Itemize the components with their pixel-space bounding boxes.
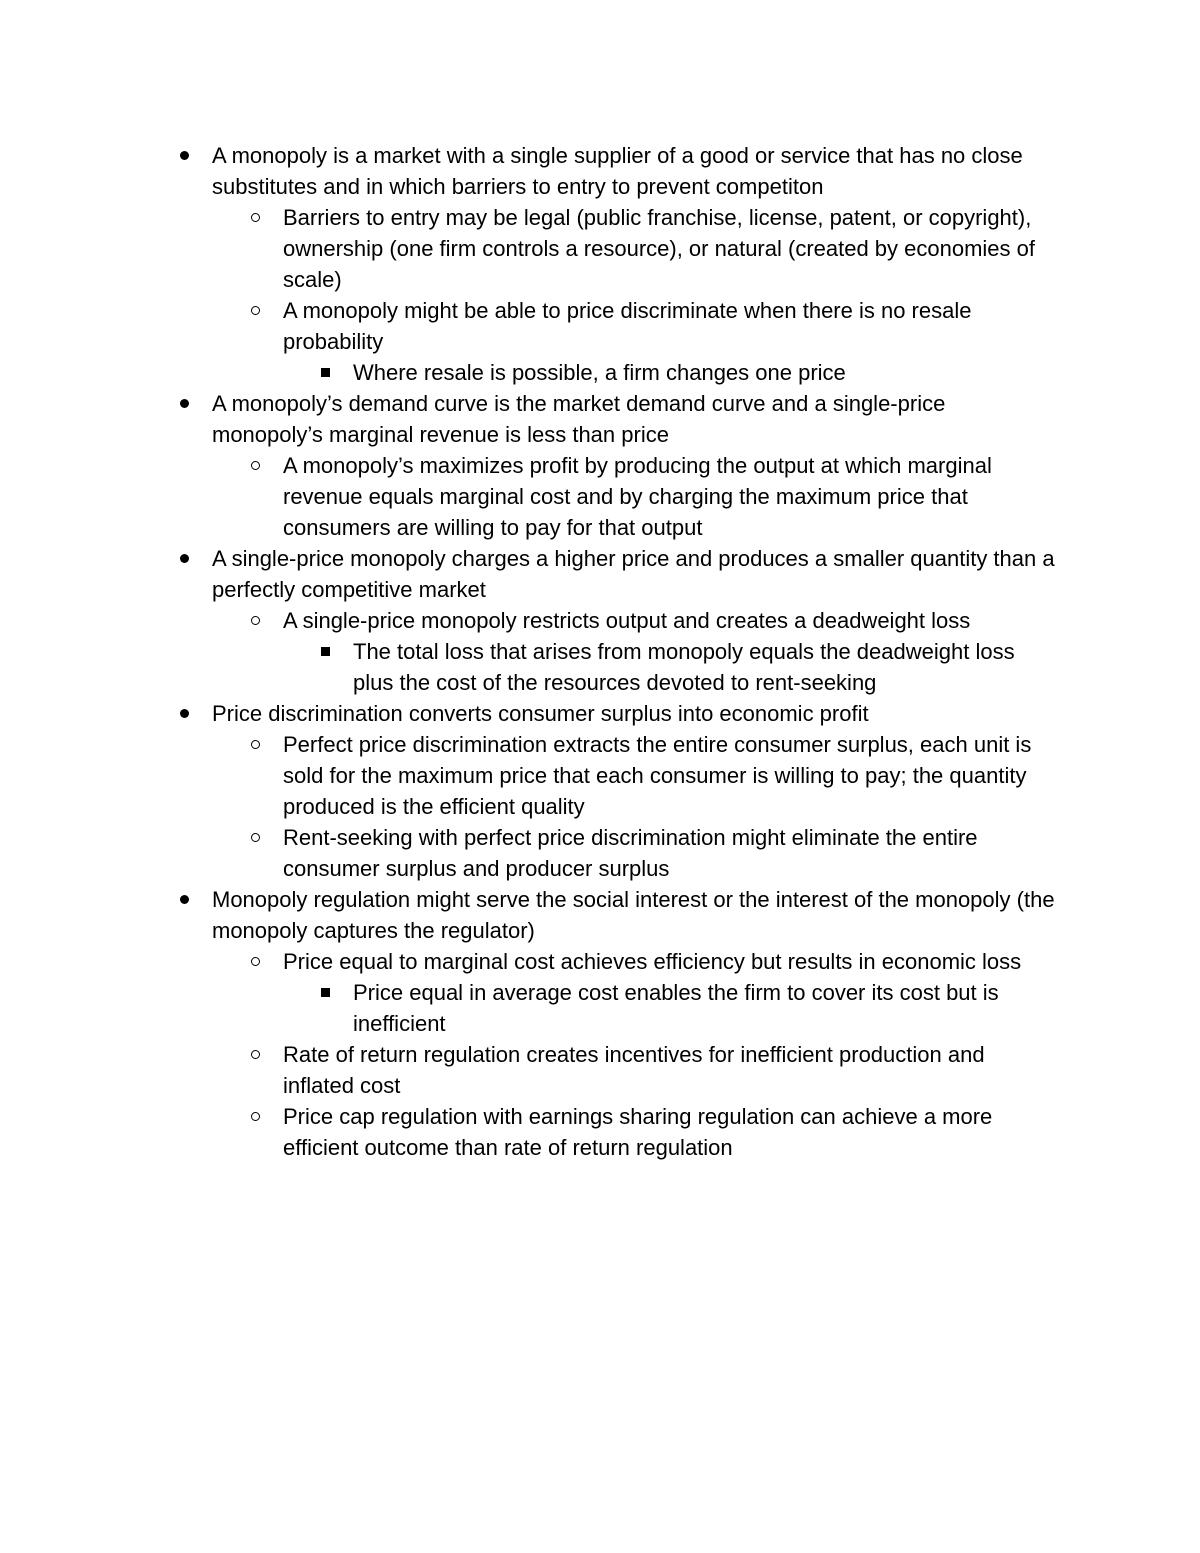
outline-item-text: Price discrimination converts consumer surplus into economic profit: [212, 701, 869, 726]
bullet-disc-icon: [174, 140, 194, 171]
bullet-circle-icon: [245, 450, 265, 481]
bullet-square-icon: [315, 977, 335, 1008]
outline-item-level-2: [0, 295, 1060, 357]
outline-item-level-2: [0, 822, 1060, 884]
outline-item-level-2: [0, 729, 1060, 822]
outline-item-text: Price equal to marginal cost achieves efficiency but results in economic loss: [283, 949, 1022, 974]
notes-outline: [0, 140, 1200, 1163]
outline-item-level-3: [0, 977, 1060, 1039]
outline-item-level-3: [0, 636, 1060, 698]
outline-item-level-3: [0, 357, 1060, 388]
bullet-circle-icon: [245, 295, 265, 326]
outline-item-text: Perfect price discrimination extracts the entire consumer surplus, each unit is sold for the maximum price that each consumer is willing to pay; the quantity produced is the efficient quality: [283, 732, 1032, 819]
bullet-circle-icon: [245, 202, 265, 233]
outline-item-text: A single-price monopoly restricts output and creates a deadweight loss: [283, 608, 971, 633]
outline-item-text: A monopoly’s demand curve is the market demand curve and a single-price monopoly’s marginal revenue is less than price: [212, 391, 946, 447]
bullet-disc-icon: [174, 884, 194, 915]
outline-item-level-2: [0, 946, 1060, 977]
bullet-disc-icon: [174, 388, 194, 419]
outline-item-level-2: [0, 605, 1060, 636]
outline-item-text: Price equal in average cost enables the firm to cover its cost but is inefficient: [353, 980, 999, 1036]
document-page: [0, 140, 1200, 1163]
outline-item-level-2: [0, 1101, 1060, 1163]
bullet-circle-icon: [245, 605, 265, 636]
outline-item-text: Monopoly regulation might serve the social interest or the interest of the monopoly (the monopoly captures the regulator): [212, 887, 1055, 943]
outline-item-level-2: [0, 450, 1060, 543]
outline-item-text: A monopoly is a market with a single supplier of a good or service that has no close substitutes and in which barriers to entry to prevent competiton: [212, 143, 1023, 199]
outline-item-text: The total loss that arises from monopoly equals the deadweight loss plus the cost of the resources devoted to rent-seeking: [353, 639, 1015, 695]
outline-item-text: Barriers to entry may be legal (public franchise, license, patent, or copyright), ownership (one firm controls a resource), or natural (created by economies of scale): [283, 205, 1036, 292]
outline-item-text: Price cap regulation with earnings sharing regulation can achieve a more efficient outcome than rate of return regulation: [283, 1104, 993, 1160]
bullet-circle-icon: [245, 729, 265, 760]
bullet-disc-icon: [174, 543, 194, 574]
outline-item-level-2: [0, 1039, 1060, 1101]
outline-item-level-1: [0, 884, 1060, 946]
bullet-circle-icon: [245, 822, 265, 853]
outline-item-level-1: [0, 698, 1060, 729]
outline-item-level-2: [0, 202, 1060, 295]
outline-item-text: A monopoly might be able to price discriminate when there is no resale probability: [283, 298, 972, 354]
bullet-circle-icon: [245, 946, 265, 977]
outline-item-text: Rate of return regulation creates incentives for inefficient production and inflated cost: [283, 1042, 985, 1098]
outline-item-level-1: [0, 543, 1060, 605]
outline-item-text: Where resale is possible, a firm changes one price: [353, 360, 846, 385]
bullet-circle-icon: [245, 1039, 265, 1070]
bullet-disc-icon: [174, 698, 194, 729]
outline-item-level-1: [0, 388, 1060, 450]
outline-item-level-1: [0, 140, 1060, 202]
bullet-square-icon: [315, 357, 335, 388]
outline-item-text: A monopoly’s maximizes profit by producing the output at which marginal revenue equals marginal cost and by charging the maximum price that consumers are willing to pay for that output: [283, 453, 992, 540]
bullet-circle-icon: [245, 1101, 265, 1132]
outline-item-text: Rent-seeking with perfect price discrimination might eliminate the entire consumer surplus and producer surplus: [283, 825, 978, 881]
bullet-square-icon: [315, 636, 335, 667]
outline-item-text: A single-price monopoly charges a higher price and produces a smaller quantity than a perfectly competitive market: [212, 546, 1055, 602]
